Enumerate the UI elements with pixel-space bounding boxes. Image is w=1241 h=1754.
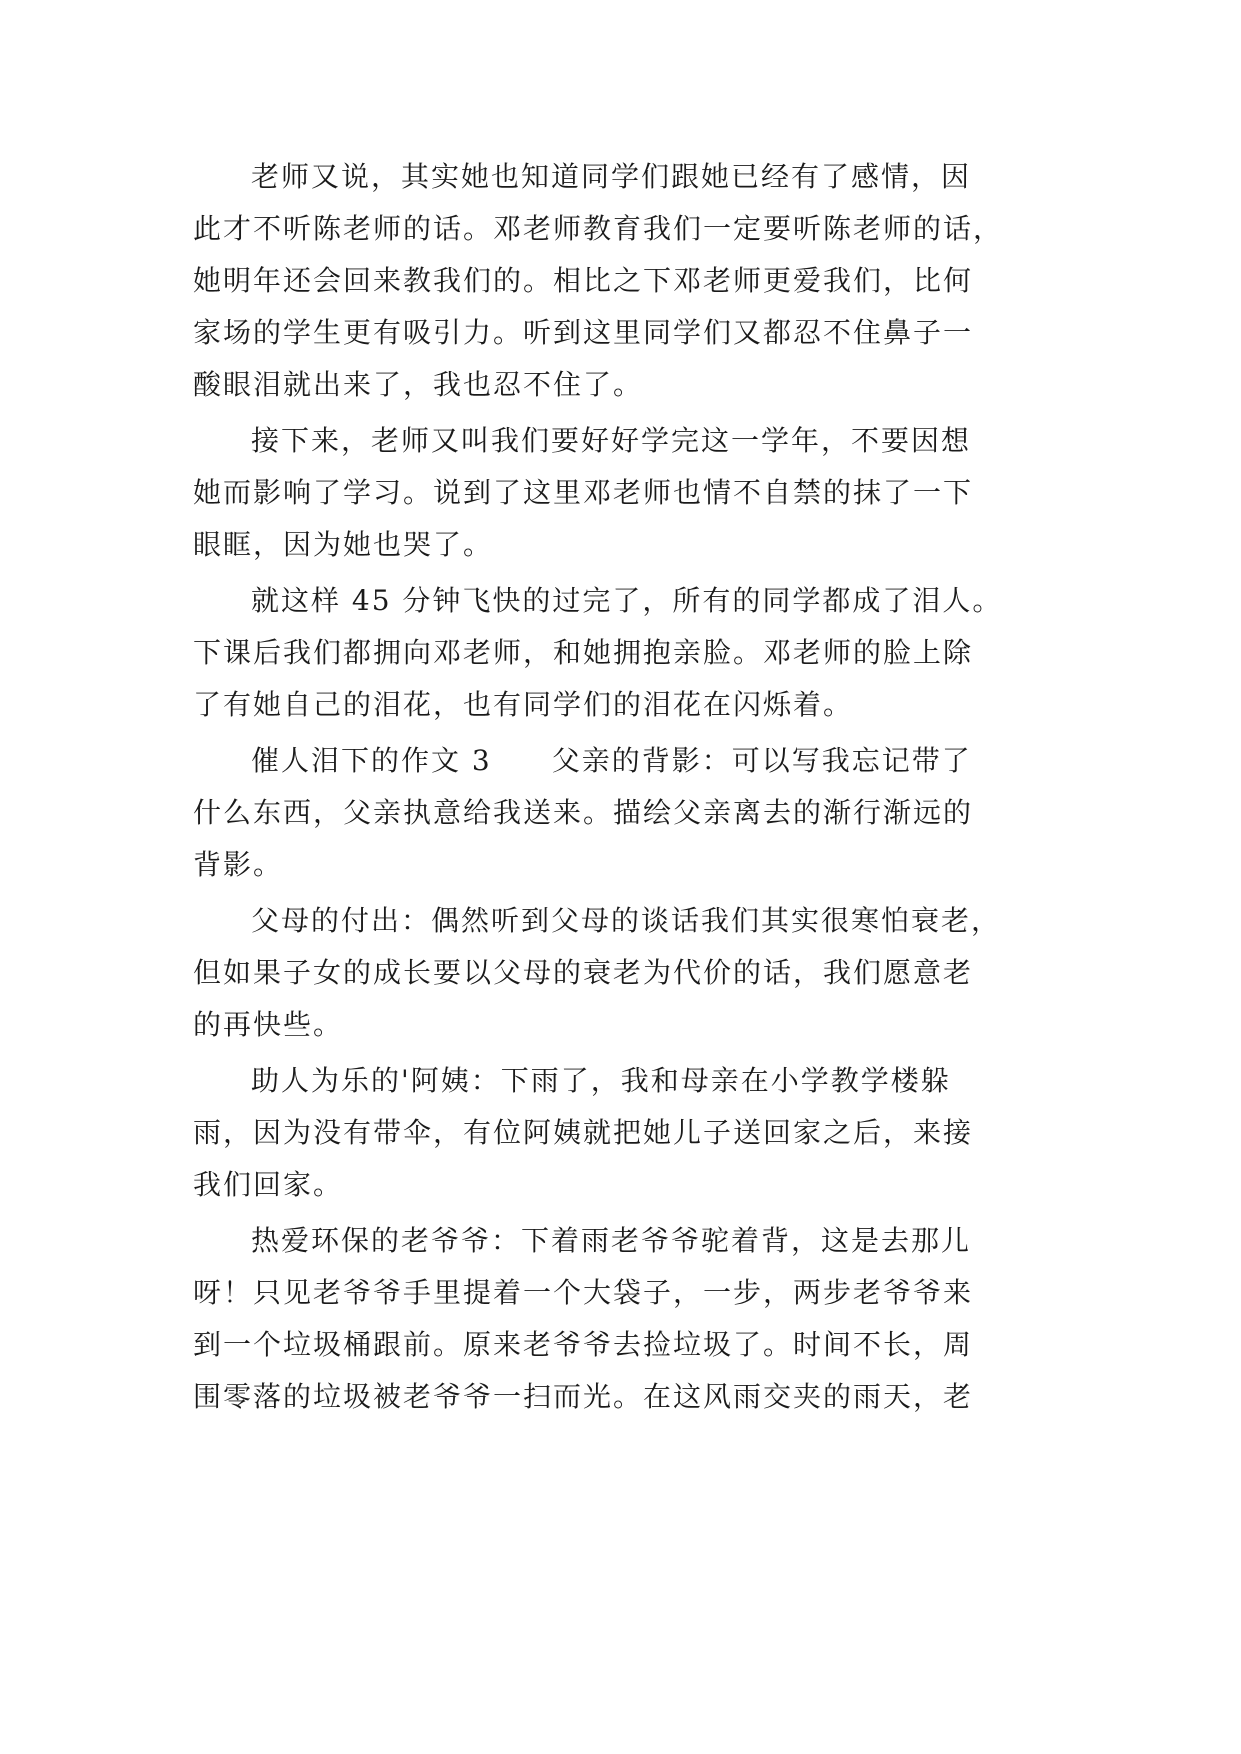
text-line: 我们回家。	[193, 1168, 344, 1201]
text-line: 此才不听陈老师的话。邓老师教育我们一定要听陈老师的话，	[193, 212, 1004, 245]
text-line: 到一个垃圾桶跟前。原来老爷爷去捡垃圾了。时间不长，周	[193, 1328, 974, 1361]
text-line: 就这样 45 分钟飞快的过完了，所有的同学都成了泪人。	[251, 584, 1003, 617]
text-line: 酸眼泪就出来了，我也忍不住了。	[193, 368, 644, 401]
text-line: 接下来，老师又叫我们要好好学完这一学年，不要因想	[251, 424, 972, 457]
text-line: 围零落的垃圾被老爷爷一扫而光。在这风雨交夹的雨天，老	[193, 1380, 974, 1413]
text-line: 老师又说，其实她也知道同学们跟她已经有了感情，因	[251, 160, 972, 193]
text-line: 助人为乐的'阿姨：下雨了，我和母亲在小学教学楼躲	[251, 1064, 951, 1097]
text-line: 她明年还会回来教我们的。相比之下邓老师更爱我们，比何	[193, 264, 974, 297]
text-line: 下课后我们都拥向邓老师，和她拥抱亲脸。邓老师的脸上除	[193, 636, 974, 669]
text-line: 的再快些。	[193, 1008, 344, 1041]
text-line: 父母的付出：偶然听到父母的谈话我们其实很寒怕衰老，	[251, 904, 1002, 937]
text-line: 什么东西，父亲执意给我送来。描绘父亲离去的渐行渐远的	[193, 796, 974, 829]
text-line: 背影。	[193, 848, 284, 881]
text-line: 家场的学生更有吸引力。听到这里同学们又都忍不住鼻子一	[193, 316, 974, 349]
text-line: 雨，因为没有带伞，有位阿姨就把她儿子送回家之后，来接	[193, 1116, 974, 1149]
text-line: 但如果子女的成长要以父母的衰老为代价的话，我们愿意老	[193, 956, 974, 989]
text-line: 她而影响了学习。说到了这里邓老师也情不自禁的抹了一下	[193, 476, 974, 509]
text-line: 热爱环保的老爷爷：下着雨老爷爷驼着背，这是去那儿	[251, 1224, 972, 1257]
text-line: 了有她自己的泪花，也有同学们的泪花在闪烁着。	[193, 688, 854, 721]
text-line: 眼眶，因为她也哭了。	[193, 528, 494, 561]
text-line: 催人泪下的作文 3 父亲的背影：可以写我忘记带了	[251, 744, 972, 777]
text-line: 呀！只见老爷爷手里提着一个大袋子，一步，两步老爷爷来	[193, 1276, 974, 1309]
